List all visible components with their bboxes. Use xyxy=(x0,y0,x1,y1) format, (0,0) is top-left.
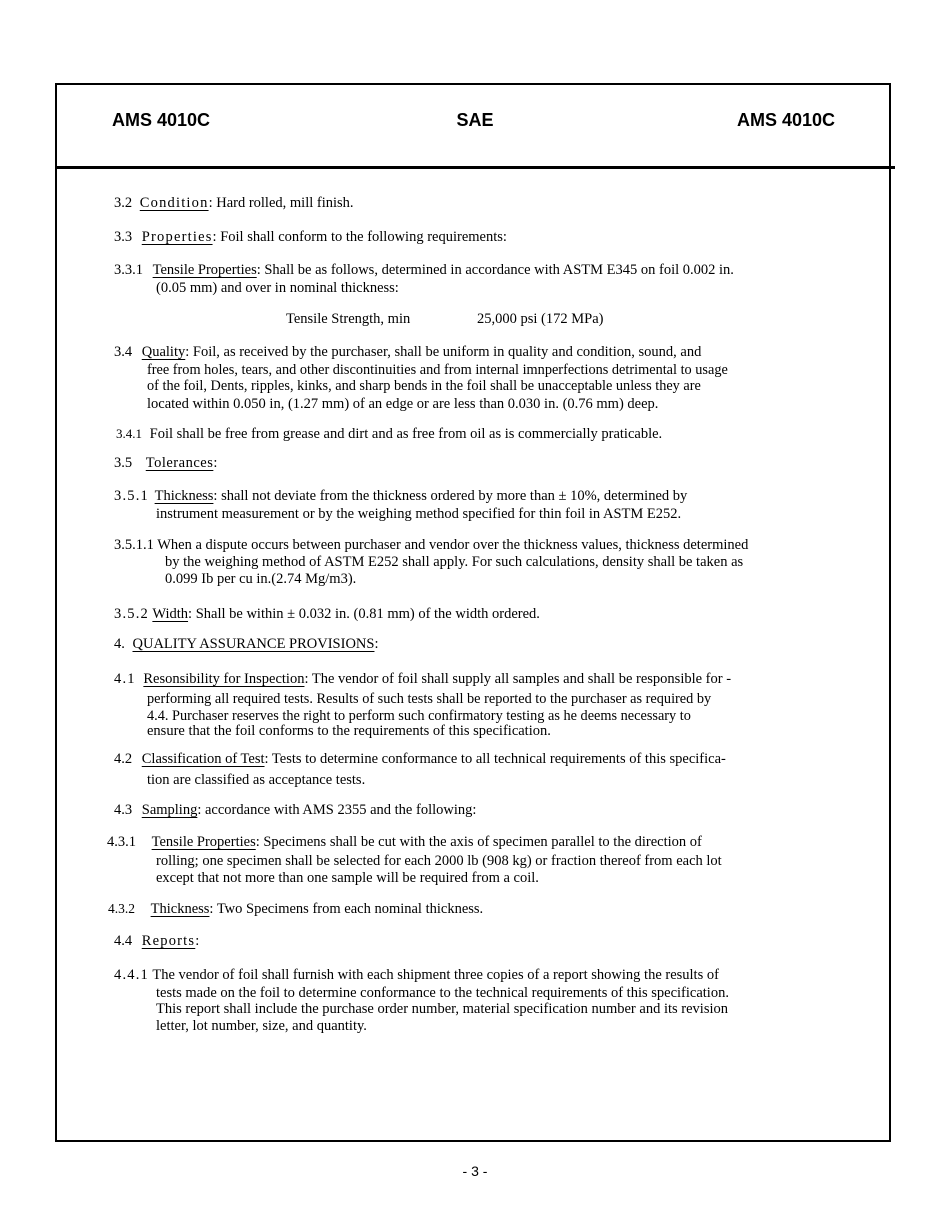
section-3-5-1 xyxy=(114,488,687,505)
section-number: 3.5.1.1 xyxy=(114,537,154,553)
section-title: Thickness xyxy=(150,901,210,917)
section-4-1-line3: 4.4. Purchaser reserves the right to perform such confirmatory testing as he deems necessary to xyxy=(147,708,691,724)
section-title: Tolerances xyxy=(145,455,214,471)
section-title: QUALITY ASSURANCE PROVISIONS xyxy=(132,636,375,652)
section-4-2-line2: tion are classified as acceptance tests. xyxy=(147,772,366,788)
section-number: 4.3.1 xyxy=(107,834,136,850)
section-3-5-1-1 xyxy=(114,537,748,554)
section-text: : shall not deviate from the thickness ordered by more than ± 10%, determined by xyxy=(213,488,688,504)
section-number: 4. xyxy=(114,636,125,652)
section-title: Classification of Test xyxy=(141,751,265,767)
section-4-1-line2: performing all required tests. Results of such tests shall be reported to the purchaser as required by xyxy=(147,691,712,707)
section-number: 3.4.1 xyxy=(116,426,142,441)
section-text: Foil shall be free from grease and dirt and as free from oil as is commercially praticable. xyxy=(149,426,663,442)
section-3-3 xyxy=(114,229,507,246)
header-left-doc-id: AMS 4010C xyxy=(112,110,211,130)
section-4-4-1 xyxy=(114,967,719,984)
section-number: 4.1 xyxy=(114,671,136,687)
section-3-4-line2: free from holes, tears, and other discontinuities and from internal imnperfections detrimental to usage xyxy=(147,362,728,378)
section-number: 4.4 xyxy=(114,933,133,949)
section-text: : Foil, as received by the purchaser, shall be uniform in quality and condition, sound, and xyxy=(185,344,702,360)
section-4-4-1-line3: This report shall include the purchase order number, material specification number and its revision xyxy=(156,1001,728,1017)
section-number: 3.5.2 xyxy=(114,606,149,622)
section-number: 4.4.1 xyxy=(114,967,149,983)
section-4 xyxy=(114,636,379,653)
tensile-strength-label: Tensile Strength, min xyxy=(286,311,411,327)
section-4-3-1-line2: rolling; one specimen shall be selected for each 2000 lb (908 kg) or fraction thereof from each lot xyxy=(156,853,722,869)
section-title: Sampling xyxy=(141,802,198,818)
section-3-4 xyxy=(114,344,701,361)
section-text: : The vendor of foil shall supply all samples and shall be responsible for - xyxy=(304,671,732,687)
section-3-5 xyxy=(114,455,217,472)
section-title: Properties xyxy=(141,229,213,245)
section-number: 3.4 xyxy=(114,344,133,360)
section-4-3-1-line3: except that not more than one sample will be required from a coil. xyxy=(156,870,539,886)
section-title: Reports xyxy=(141,933,196,949)
section-4-4-1-line4: letter, lot number, size, and quantity. xyxy=(156,1018,367,1034)
section-text: : Tests to determine conformance to all technical requirements of this specifica- xyxy=(264,751,726,767)
section-number: 3.2 xyxy=(114,195,133,211)
section-title: Width xyxy=(152,606,189,622)
section-number: 3.5.1 xyxy=(114,488,149,504)
section-number: 3.5 xyxy=(114,455,133,471)
section-3-3-1-line2: (0.05 mm) and over in nominal thickness: xyxy=(156,280,399,296)
section-text: The vendor of foil shall furnish with each shipment three copies of a report showing the results of xyxy=(152,967,719,983)
section-3-2 xyxy=(114,195,354,212)
section-number: 4.3.2 xyxy=(108,901,135,916)
section-4-3-1 xyxy=(107,834,702,851)
section-3-5-1-1-line2: by the weighing method of ASTM E252 shall apply. For such calculations, density shall be taken as xyxy=(165,554,744,570)
section-title: Thickness xyxy=(154,488,214,504)
header-center-org: SAE xyxy=(456,110,494,130)
tensile-strength-value: 25,000 psi (172 MPa) xyxy=(477,311,604,327)
section-text: : Specimens shall be cut with the axis of specimen parallel to the direction of xyxy=(255,834,702,850)
section-3-4-1 xyxy=(116,425,662,443)
section-4-1 xyxy=(114,671,731,688)
section-number: 4.3 xyxy=(114,802,133,818)
section-text: : Shall be within ± 0.032 in. (0.81 mm) of the width ordered. xyxy=(188,606,540,622)
section-text: : Two Specimens from each nominal thickness. xyxy=(209,901,484,917)
section-4-4-1-line2: tests made on the foil to determine conformance to the technical requirements of this specification. xyxy=(156,985,729,1001)
section-3-4-line4: located within 0.050 in, (1.27 mm) of an edge or are less than 0.030 in. (0.76 mm) deep. xyxy=(147,396,659,412)
section-text: When a dispute occurs between purchaser and vendor over the thickness values, thickness determined xyxy=(157,537,749,553)
section-text: : xyxy=(374,636,379,652)
section-title: Tensile Properties xyxy=(151,834,256,850)
section-4-4 xyxy=(114,933,199,950)
section-4-3 xyxy=(114,802,476,819)
section-title: Quality xyxy=(141,344,186,360)
section-text: : xyxy=(213,455,218,471)
section-3-5-1-line2: instrument measurement or by the weighing method specified for thin foil in ASTM E252. xyxy=(156,506,682,522)
section-text: : Hard rolled, mill finish. xyxy=(208,195,354,211)
section-text: : accordance with AMS 2355 and the following: xyxy=(197,802,477,818)
section-4-3-2 xyxy=(108,900,483,918)
section-3-5-1-1-line3: 0.099 Ib per cu in.(2.74 Mg/m3). xyxy=(165,571,357,587)
section-title: Condition xyxy=(139,195,209,211)
section-number: 3.3 xyxy=(114,229,133,245)
section-text: : Foil shall conform to the following requirements: xyxy=(212,229,507,245)
section-text: : xyxy=(195,933,200,949)
section-text: : Shall be as follows, determined in accordance with ASTM E345 on foil 0.002 in. xyxy=(256,262,734,278)
section-3-4-line3: of the foil, Dents, ripples, kinks, and sharp bends in the foil shall be unacceptable unless they are xyxy=(147,378,701,394)
section-3-3-1 xyxy=(114,262,734,279)
page-number: - 3 - xyxy=(462,1163,488,1179)
section-4-2 xyxy=(114,751,726,768)
section-3-5-2 xyxy=(114,606,540,623)
header-divider xyxy=(55,166,895,169)
section-4-1-line4: ensure that the foil conforms to the requirements of this specification. xyxy=(147,723,551,739)
section-number: 3.3.1 xyxy=(114,262,143,278)
section-title: Tensile Properties xyxy=(152,262,257,278)
section-number: 4.2 xyxy=(114,751,133,767)
header-right-doc-id: AMS 4010C xyxy=(737,110,836,130)
section-title: Resonsibility for Inspection xyxy=(143,671,305,687)
